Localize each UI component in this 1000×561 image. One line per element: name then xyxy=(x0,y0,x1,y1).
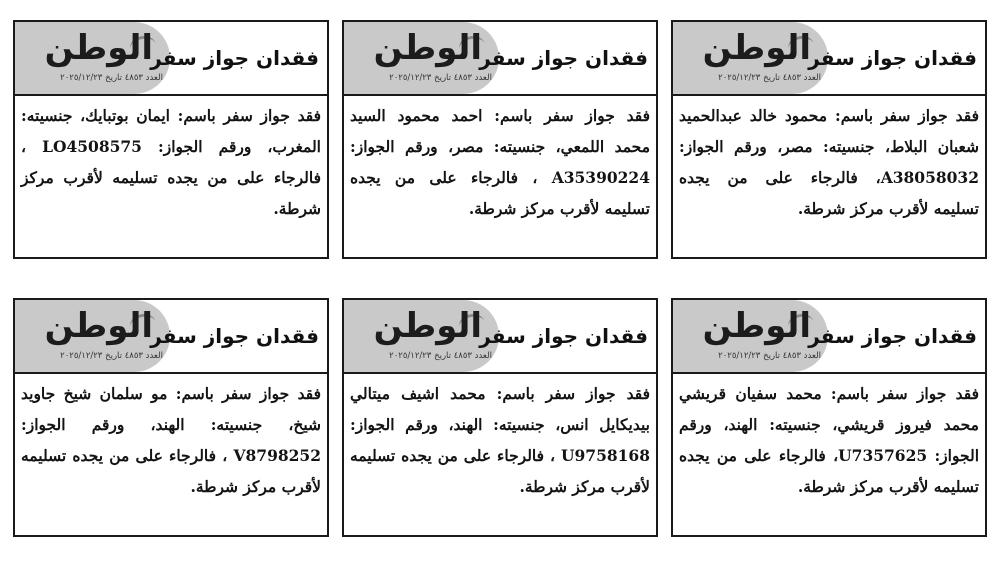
lost-passport-ad xyxy=(13,20,329,259)
ad-body-text: فقد جواز سفر باسم: محمود خالد عبدالحميد شعبان البلاط، جنسيته: مصر، ورقم الجواز: A38058032، فالرجاء على من يجده تسليمه لأقرب مركز شرطة. xyxy=(679,106,979,218)
newspaper-logo-badge xyxy=(673,300,828,372)
lost-passport-ad xyxy=(671,20,987,259)
lost-passport-ad xyxy=(671,298,987,537)
lost-passport-ad xyxy=(13,298,329,537)
ad-header xyxy=(15,300,327,374)
newspaper-logo-badge xyxy=(15,22,170,94)
newspaper-logo-badge xyxy=(344,22,499,94)
newspaper-logo: الوطن xyxy=(373,28,482,68)
ad-headline: فقدان جواز سفر xyxy=(808,46,977,70)
newspaper-logo: الوطن xyxy=(702,28,811,68)
ad-body-text: فقد جواز سفر باسم: محمد سفيان قريشي محمد فيروز قريشي، جنسيته: الهند، ورقم الجواز: U7357625، فالرجاء على من يجده تسليمه لأقرب مركز شرطة. xyxy=(679,384,979,496)
ad-body-text: فقد جواز سفر باسم: محمد اشيف ميتالي بيديكايل انس، جنسيته: الهند، ورقم الجواز: U9758168 ، فالرجاء على من يجده تسليمه لأقرب مركز شرطة. xyxy=(350,384,650,496)
ad-header xyxy=(344,300,656,374)
ad-headline: فقدان جواز سفر xyxy=(479,324,648,348)
ad-body-text: فقد جواز سفر باسم: ايمان بوتبايك، جنسيته: المغرب، ورقم الجواز: LO4508575 ، فالرجاء على من يجده تسليمه لأقرب مركز شرطة. xyxy=(21,106,321,218)
lost-passport-ad xyxy=(342,20,658,259)
ad-headline: فقدان جواز سفر xyxy=(150,324,319,348)
ad-header xyxy=(15,22,327,96)
ad-headline: فقدان جواز سفر xyxy=(808,324,977,348)
lost-passport-ad xyxy=(342,298,658,537)
ad-body-text: فقد جواز سفر باسم: مو سلمان شيخ جاويد شيخ، جنسيته: الهند، ورقم الجواز: V8798252 ، فالرجاء على من يجده تسليمه لأقرب مركز شرطة. xyxy=(21,384,321,496)
issue-date-line: العدد ٤٨٥٣ تاريخ ٢٠٢٥/١٢/٢٣ xyxy=(718,73,821,83)
newspaper-logo: الوطن xyxy=(44,306,153,346)
ad-header xyxy=(673,22,985,96)
newspaper-logo: الوطن xyxy=(373,306,482,346)
newspaper-logo-badge xyxy=(673,22,828,94)
ad-header xyxy=(673,300,985,374)
ad-headline: فقدان جواز سفر xyxy=(150,46,319,70)
issue-date-line: العدد ٤٨٥٣ تاريخ ٢٠٢٥/١٢/٢٣ xyxy=(389,73,492,83)
issue-date-line: العدد ٤٨٥٣ تاريخ ٢٠٢٥/١٢/٢٣ xyxy=(60,351,163,361)
newspaper-logo-badge xyxy=(344,300,499,372)
issue-date-line: العدد ٤٨٥٣ تاريخ ٢٠٢٥/١٢/٢٣ xyxy=(718,351,821,361)
ad-header xyxy=(344,22,656,96)
newspaper-logo-badge xyxy=(15,300,170,372)
ad-body-text: فقد جواز سفر باسم: احمد محمود السيد محمد اللمعي، جنسيته: مصر، ورقم الجواز: A35390224 ، فالرجاء على من يجده تسليمه لأقرب مركز شرطة. xyxy=(350,106,650,218)
newspaper-logo: الوطن xyxy=(702,306,811,346)
issue-date-line: العدد ٤٨٥٣ تاريخ ٢٠٢٥/١٢/٢٣ xyxy=(60,73,163,83)
newspaper-logo: الوطن xyxy=(44,28,153,68)
ad-headline: فقدان جواز سفر xyxy=(479,46,648,70)
issue-date-line: العدد ٤٨٥٣ تاريخ ٢٠٢٥/١٢/٢٣ xyxy=(389,351,492,361)
